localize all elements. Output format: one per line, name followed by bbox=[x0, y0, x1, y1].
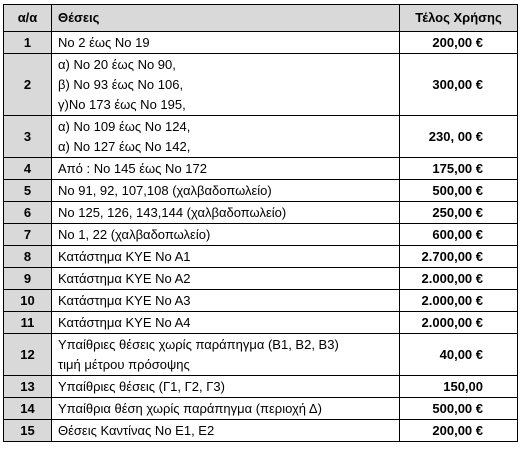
table-row bbox=[4, 290, 518, 312]
row-positions bbox=[52, 420, 400, 442]
row-positions bbox=[52, 32, 400, 54]
row-fee: 200,00 € bbox=[400, 420, 518, 442]
table-row bbox=[4, 312, 518, 334]
row-number: 8 bbox=[4, 246, 52, 268]
header-num: α/α bbox=[4, 5, 52, 32]
row-number: 5 bbox=[4, 180, 52, 202]
row-number: 12 bbox=[4, 334, 52, 376]
row-positions bbox=[52, 202, 400, 224]
header-positions: Θέσεις bbox=[52, 5, 400, 32]
row-fee: 175,00 € bbox=[400, 158, 518, 180]
row-number: 6 bbox=[4, 202, 52, 224]
row-fee: 2.000,00 € bbox=[400, 268, 518, 290]
row-fee: 40,00 € bbox=[400, 334, 518, 376]
position-line: α) Νο 20 έως Νο 90, bbox=[58, 56, 176, 72]
row-positions bbox=[52, 376, 400, 398]
row-positions bbox=[52, 290, 400, 312]
row-number: 1 bbox=[4, 32, 52, 54]
table-row bbox=[4, 334, 518, 376]
row-fee: 250,00 € bbox=[400, 202, 518, 224]
row-number: 13 bbox=[4, 376, 52, 398]
row-positions bbox=[52, 158, 400, 180]
position-line: Νο 125, 126, 143,144 (χαλβαδοπωλείο) bbox=[58, 204, 287, 220]
row-number: 2 bbox=[4, 54, 52, 116]
table-header-row bbox=[4, 5, 518, 32]
position-line: Νο 1, 22 (χαλβαδοπωλείο) bbox=[58, 226, 211, 242]
row-fee: 500,00 € bbox=[400, 180, 518, 202]
position-line: Κατάστημα ΚΥΕ Νο Α4 bbox=[58, 314, 191, 330]
position-line: Κατάστημα ΚΥΕ Νο Α3 bbox=[58, 292, 191, 308]
row-positions bbox=[52, 246, 400, 268]
position-line: τιμή μέτρου πρόσοψης bbox=[58, 356, 190, 372]
table-row bbox=[4, 224, 518, 246]
table-row bbox=[4, 158, 518, 180]
row-number: 14 bbox=[4, 398, 52, 420]
position-line: γ)Νο 173 έως Νο 195, bbox=[58, 96, 186, 112]
row-number: 7 bbox=[4, 224, 52, 246]
position-line: Κατάστημα ΚΥΕ Νο Α2 bbox=[58, 270, 191, 286]
row-fee: 2.000,00 € bbox=[400, 312, 518, 334]
row-positions bbox=[52, 180, 400, 202]
row-number: 3 bbox=[4, 116, 52, 158]
row-positions bbox=[52, 116, 400, 158]
row-fee: 200,00 € bbox=[400, 32, 518, 54]
position-line: Υπαίθριες θέσεις (Γ1, Γ2, Γ3) bbox=[58, 378, 225, 394]
position-line: α) Νο 109 έως Νο 124, bbox=[58, 118, 191, 134]
fee-table bbox=[3, 4, 518, 442]
row-number: 15 bbox=[4, 420, 52, 442]
position-line: Νο 2 έως Νο 19 bbox=[58, 34, 150, 50]
row-fee: 300,00 € bbox=[400, 54, 518, 116]
row-number: 10 bbox=[4, 290, 52, 312]
position-line: Από : Νο 145 έως Νο 172 bbox=[58, 160, 207, 176]
row-positions bbox=[52, 268, 400, 290]
position-line: α) Νο 127 έως Νο 142, bbox=[58, 138, 191, 154]
row-fee: 2.000,00 € bbox=[400, 290, 518, 312]
row-fee: 230, 00 € bbox=[400, 116, 518, 158]
position-line: Υπαίθρια θέση χωρίς παράπηγμα (περιοχή Δ) bbox=[58, 400, 322, 416]
row-fee: 2.700,00 € bbox=[400, 246, 518, 268]
row-fee: 150,00 bbox=[400, 376, 518, 398]
position-line: Κατάστημα ΚΥΕ Νο Α1 bbox=[58, 248, 191, 264]
position-line: Υπαίθριες θέσεις χωρίς παράπηγμα (Β1, Β2, Β3) bbox=[58, 336, 339, 352]
position-line: Θέσεις Καντίνας Νο Ε1, Ε2 bbox=[58, 422, 215, 438]
row-positions bbox=[52, 398, 400, 420]
row-positions bbox=[52, 54, 400, 116]
row-positions bbox=[52, 224, 400, 246]
table-row bbox=[4, 420, 518, 442]
table-row bbox=[4, 376, 518, 398]
table-row bbox=[4, 268, 518, 290]
table-row bbox=[4, 180, 518, 202]
row-fee: 600,00 € bbox=[400, 224, 518, 246]
table-row bbox=[4, 246, 518, 268]
table-row bbox=[4, 116, 518, 158]
position-line: Νο 91, 92, 107,108 (χαλβαδοπωλείο) bbox=[58, 182, 272, 198]
row-fee: 500,00 € bbox=[400, 398, 518, 420]
table-row bbox=[4, 398, 518, 420]
header-fee: Τέλος Χρήσης bbox=[400, 5, 518, 32]
row-number: 9 bbox=[4, 268, 52, 290]
table-row bbox=[4, 54, 518, 116]
table-row bbox=[4, 202, 518, 224]
row-positions bbox=[52, 334, 400, 376]
position-line: β) Νο 93 έως Νο 106, bbox=[58, 76, 184, 92]
table-row bbox=[4, 32, 518, 54]
row-number: 4 bbox=[4, 158, 52, 180]
row-number: 11 bbox=[4, 312, 52, 334]
row-positions bbox=[52, 312, 400, 334]
